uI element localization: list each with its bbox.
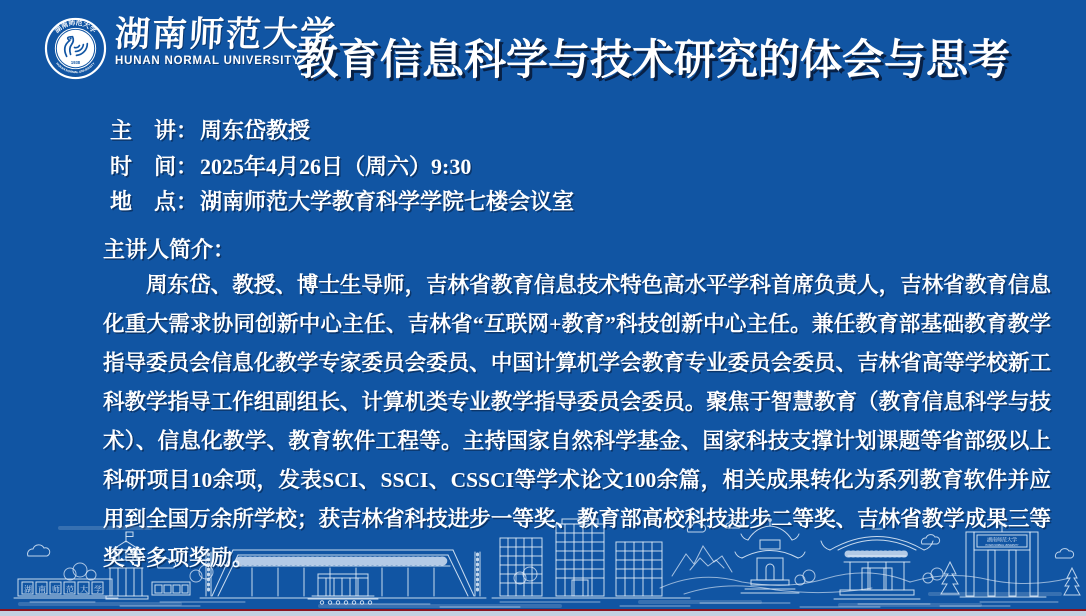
bio-heading: 主讲人简介： — [103, 237, 236, 262]
wall-inscription: 湖南师范大学 — [24, 585, 108, 594]
location-value: 湖南师范大学教育科学学院七楼会议室 — [200, 189, 575, 215]
time-label: 时 间： — [110, 153, 199, 179]
gate-sign-en: HUNAN NORMAL UNIVERSITY — [985, 545, 1019, 547]
pagoda-icon — [735, 519, 805, 593]
tower-block — [492, 519, 690, 598]
time-row — [110, 148, 574, 184]
gate-sign-cn: 湖南师范大学 — [986, 537, 1018, 544]
seal-ring-en: HUNAN NORMAL UNIVERSITY — [55, 61, 96, 75]
campus-skyline-illustration — [0, 516, 1086, 608]
speaker-value: 周东岱教授 — [200, 118, 311, 144]
pavilion-icon — [821, 529, 933, 599]
lecture-details — [110, 112, 574, 219]
speaker-row — [110, 112, 574, 148]
location-row — [110, 183, 574, 219]
speaker-label: 主 讲： — [110, 118, 199, 144]
lecture-title: 教育信息科学与技术研究的体会与思考 — [296, 38, 1011, 84]
time-value: 2025年4月26日（周六）9:30 — [200, 153, 472, 179]
bottom-edge-strip — [0, 611, 1086, 616]
seal-ring-cn: 湖南师范大学 — [53, 19, 98, 35]
university-brand — [44, 17, 337, 80]
university-seal-icon — [44, 17, 107, 80]
mountain-icon — [672, 546, 732, 576]
main-building — [200, 550, 486, 604]
bio-paragraph: 周东岱、教授、博士生导师，吉林省教育信息技术特色高水平学科首席负责人，吉林省教育信息化重大需求协同创新中心主任、吉林省“互联网+教育”科技创新中心主任。兼任教育部基础教育教学指导委员会信息化教学专家委员会委员、中国计算机学会教育专业委员会委员、吉林省高等学校新工科教学指导工作组副组长、计算机类专业教学指导委员会委员。聚焦于智慧教育（教育信息科学与技术）、信息化教学、教育软件工程等。主持国家自然科学基金、国家科技支撑计划课题等省部级以上科研项目10余项，发表SCI、SSCI、CSSCI等学术论文100余篇，相关成果转化为系列教育软件并应用到全国万余所学校；获吉林省科技进步一等奖、教育部高校科技进步二等奖、吉林省教学成果三等奖等多项奖励。 — [103, 273, 1051, 570]
tree-icon — [941, 562, 1080, 595]
university-name-en: HUNAN NORMAL UNIVERSITY — [115, 55, 301, 67]
university-name-cn: 湖南师范大学 — [114, 15, 339, 54]
small-wall — [152, 582, 190, 595]
location-label: 地 点： — [110, 189, 199, 215]
university-gate — [960, 524, 1046, 597]
cloud-icon — [28, 520, 1074, 568]
seal-year: 1938 — [70, 59, 81, 65]
